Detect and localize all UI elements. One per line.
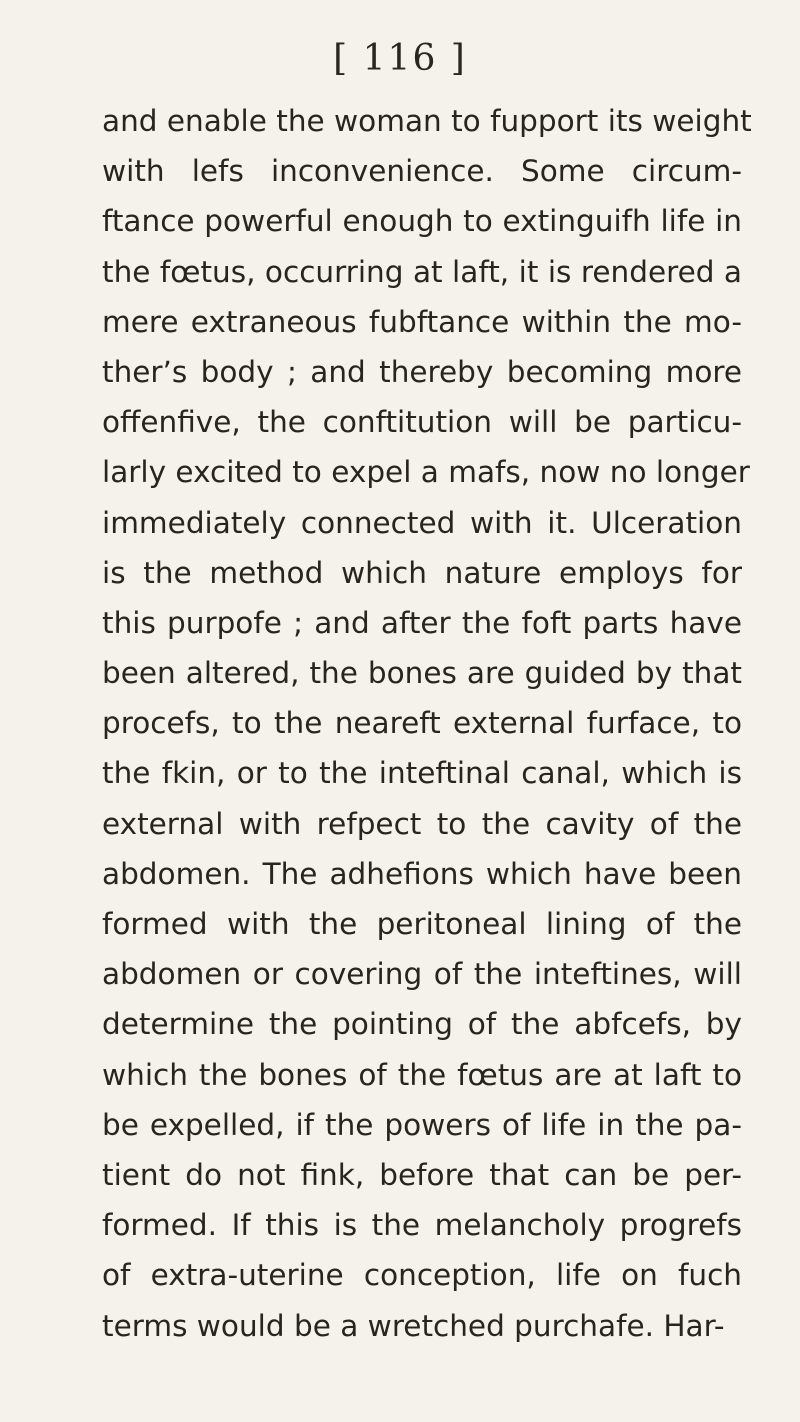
text-line: of extra-uterine conception, life on fuch (102, 1258, 742, 1293)
text-line: procefs, to the neareft external furface, to (102, 706, 742, 741)
text-line: ftance powerful enough to extinguifh life in (102, 204, 742, 239)
text-line: which the bones of the fœtus are at laft to (102, 1057, 742, 1092)
text-line: abdomen or covering of the inteftines, will (102, 957, 742, 992)
text-line: the fkin, or to the inteftinal canal, which is (102, 756, 742, 791)
page-number: [ 116 ] (333, 38, 467, 79)
text-line: determine the pointing of the abfcefs, by (102, 1007, 742, 1042)
body-text (102, 96, 752, 1351)
text-line: ther’s body ; and thereby becoming more (102, 354, 742, 389)
text-line: abdomen. The adhefions which have been (102, 856, 742, 891)
text-line: be expelled, if the powers of life in the pa- (102, 1107, 742, 1142)
text-line: formed with the peritoneal lining of the (102, 907, 742, 941)
text-line: external with refpect to the cavity of the (102, 806, 742, 841)
text-line: mere extraneous fubftance within the mo- (102, 304, 742, 339)
text-line: is the method which nature employs for (102, 555, 742, 590)
text-line: with lefs inconvenience. Some circum- (102, 154, 742, 189)
text-line: terms would be a wretched purchafe. Har- (102, 1308, 725, 1343)
text-line: been altered, the bones are guided by that (102, 656, 742, 691)
text-line: tient do not fink, before that can be per- (102, 1157, 742, 1192)
text-line: larly excited to expel a mafs, now no longer (102, 455, 750, 490)
text-line: and enable the woman to fupport its weight (102, 104, 752, 138)
text-line: offenfive, the conftitution will be particu- (102, 405, 742, 440)
text-line: the fœtus, occurring at laft, it is rendered a (102, 254, 742, 289)
text-line: formed. If this is the melancholy progrefs (102, 1208, 742, 1243)
text-line: this purpofe ; and after the foft parts have (102, 605, 742, 640)
text-line: immediately connected with it. Ulceration (102, 505, 742, 540)
